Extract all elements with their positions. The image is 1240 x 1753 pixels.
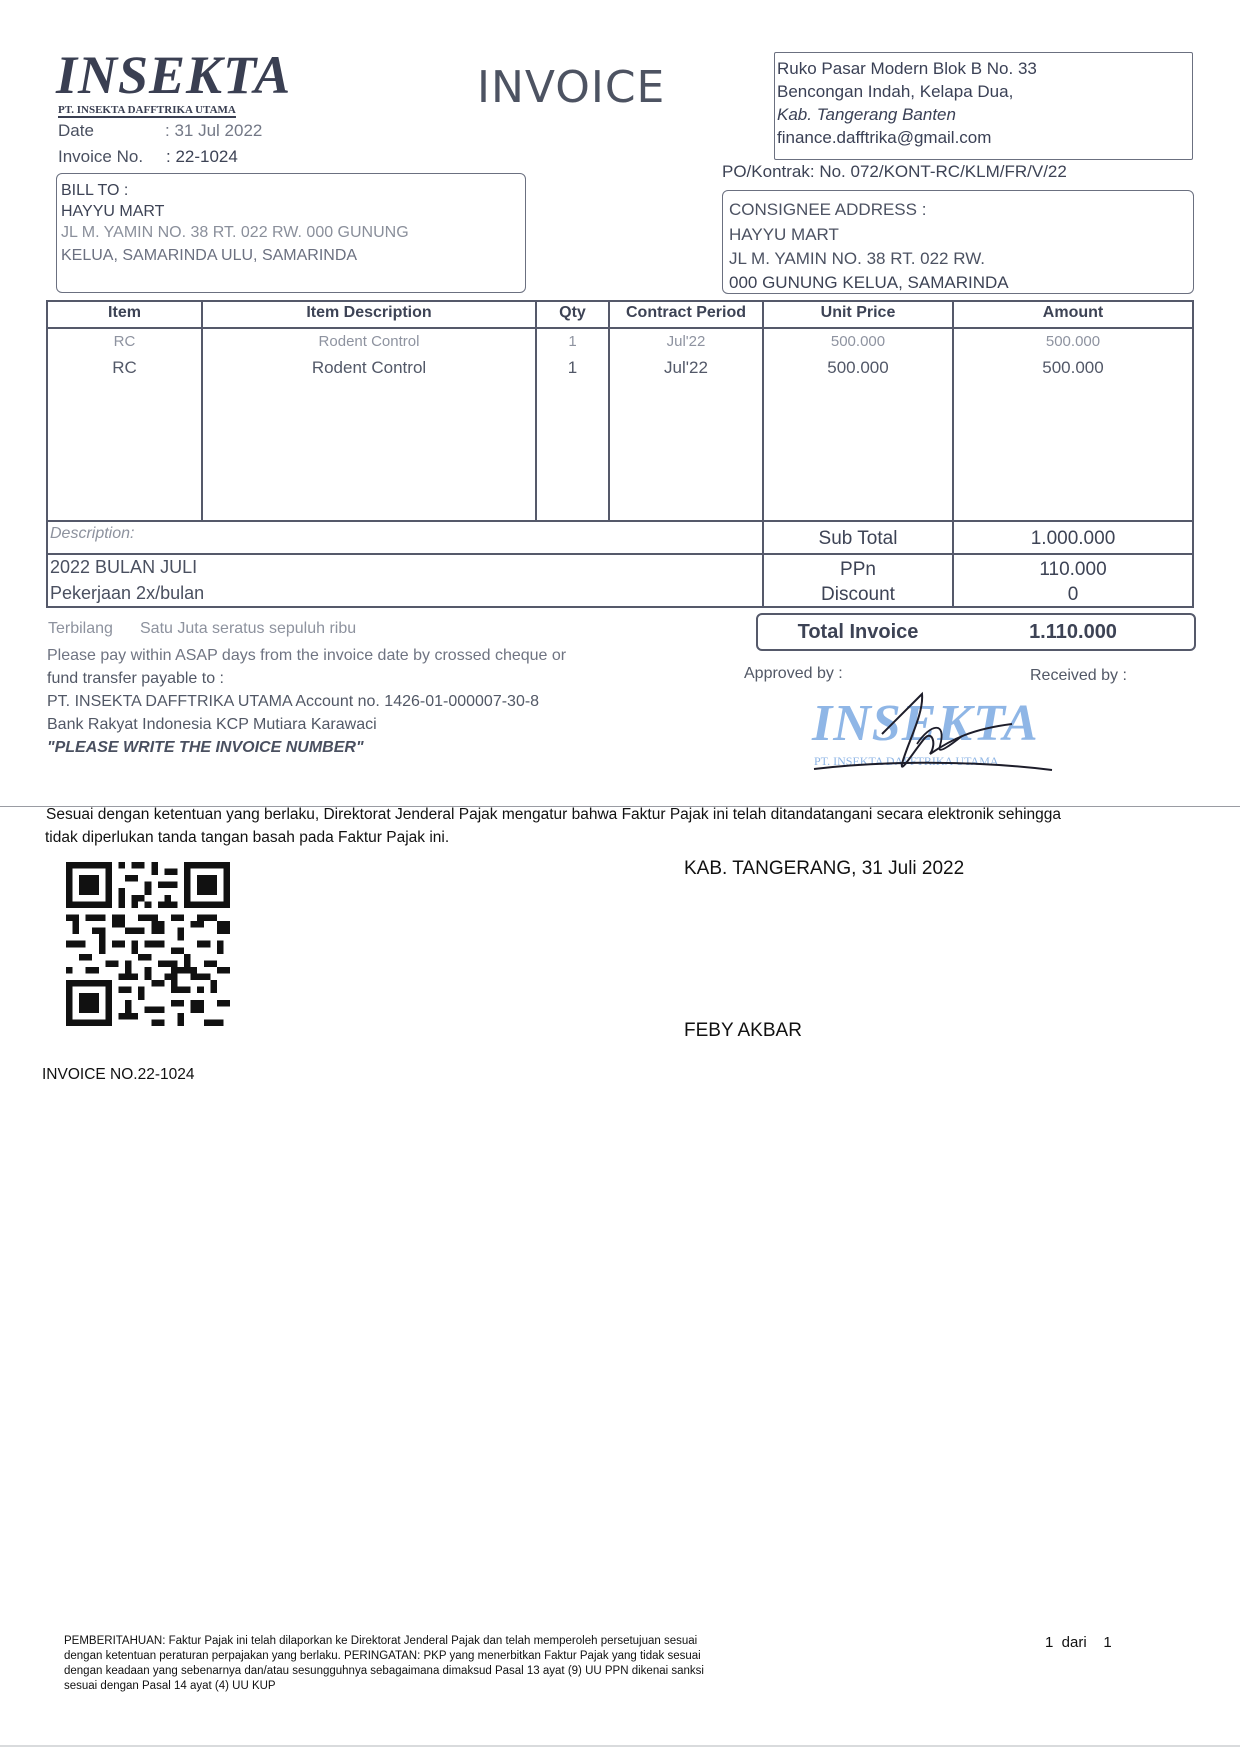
subtotal-value: 1.000.000 xyxy=(1030,528,1116,549)
logo-wordmark: INSEKTA xyxy=(56,45,292,105)
notice-line: PEMBERITAHUAN: Faktur Pajak ini telah dilaporkan ke Direktorat Jenderal Pajak dan telah memperoleh persetujuan sesuai xyxy=(64,1635,698,1647)
stamp-wordmark: INSEKTA xyxy=(812,695,1039,752)
payment-emphasis: "PLEASE WRITE THE INVOICE NUMBER" xyxy=(47,739,364,756)
header-amount: Amount xyxy=(1042,304,1104,321)
date-value: : 31 Jul 2022 xyxy=(165,121,263,140)
header-qty: Qty xyxy=(559,304,586,321)
stamp-subtitle: PT. INSEKTA DAFFTRIKA UTAMA xyxy=(814,754,999,768)
table-cell: Jul'22 xyxy=(664,358,708,377)
consignee-line: HAYYU MART xyxy=(729,225,839,244)
approved-by-label: Approved by : xyxy=(744,665,843,682)
header-contract-period: Contract Period xyxy=(625,304,746,321)
table-cell: Jul'22 xyxy=(666,333,706,350)
payment-note-line: Please pay within ASAP days from the invoice date by crossed cheque or xyxy=(47,647,567,664)
payment-notes xyxy=(47,644,566,759)
terbilang-label: Terbilang xyxy=(48,620,113,637)
invoice-title: INVOICE xyxy=(477,62,666,113)
header-item-description: Item Description xyxy=(306,304,432,321)
discount-label: Discount xyxy=(821,584,895,605)
consignee-line: 000 GUNUNG KELUA, SAMARINDA xyxy=(729,273,1009,292)
signature xyxy=(812,684,1062,784)
po-contract-number: PO/Kontrak: No. 072/KONT-RC/KLM/FR/V/22 xyxy=(722,162,1067,181)
page-indicator: 1 dari 1 xyxy=(1045,1634,1112,1651)
received-by-label: Received by : xyxy=(1030,667,1127,684)
table-cell: 500.000 xyxy=(827,358,889,377)
tax-statement-line: Sesuai dengan ketentuan yang berlaku, Direktorat Jenderal Pajak mengatur bahwa Faktur Pajak ini telah ditandatangani secara elektronik sehingga xyxy=(46,806,1062,823)
consignee-line: JL M. YAMIN NO. 38 RT. 022 RW. xyxy=(729,249,986,268)
payment-note-line: PT. INSEKTA DAFFTRIKA UTAMA Account no. 1426-01-000007-30-8 xyxy=(47,693,540,710)
signer-name: FEBY AKBAR xyxy=(684,1020,802,1041)
place-date: KAB. TANGERANG, 31 Juli 2022 xyxy=(684,858,965,879)
ppn-value: 110.000 xyxy=(1039,559,1107,580)
payment-note-line: Bank Rakyat Indonesia KCP Mutiara Karawaci xyxy=(47,716,377,733)
notice-line: dengan keadaan yang sebenarnya dan/atau sesungguhnya sebagaimana dimaksud Pasal 13 ayat (9) UU PPN dikenai sanksi xyxy=(64,1665,704,1677)
payment-note-line: fund transfer payable to : xyxy=(47,670,224,687)
terbilang-value: Satu Juta seratus sepuluh ribu xyxy=(140,620,357,637)
invoice-number-label: Invoice No. xyxy=(58,147,144,166)
date-label: Date xyxy=(58,121,94,140)
address-line: Kab. Tangerang Banten xyxy=(777,105,956,124)
notice-line: sesuai dengan Pasal 14 ayat (4) UU KUP xyxy=(64,1680,276,1692)
table-cell: 500.000 xyxy=(1042,358,1104,377)
notice-line: dengan ketentuan peraturan perpajakan yang berlaku. PERINGATAN: PKP yang menerbitkan Faktur Pajak yang tidak sesuai xyxy=(64,1650,701,1662)
description-label: Description: xyxy=(50,525,135,542)
bill-to-heading: BILL TO : xyxy=(61,182,129,199)
total-invoice-label: Total Invoice xyxy=(797,621,919,643)
bill-to-line: HAYYU MART xyxy=(61,203,165,220)
subtotal-label: Sub Total xyxy=(818,528,898,549)
total-invoice-value: 1.110.000 xyxy=(1029,621,1117,643)
tax-statement-line: tidak diperlukan tanda tangan basah pada Faktur Pajak ini. xyxy=(45,829,450,846)
scan-bottom-edge xyxy=(0,1745,1240,1747)
description-line: Pekerjaan 2x/bulan xyxy=(50,583,205,603)
table-cell: 1 xyxy=(568,333,577,350)
table-cell: Rodent Control xyxy=(318,333,420,350)
bill-to-line: JL M. YAMIN NO. 38 RT. 022 RW. 000 GUNUNG xyxy=(61,224,409,241)
table-cell: Rodent Control xyxy=(311,358,427,377)
invoice-reference: INVOICE NO.22-1024 xyxy=(42,1066,195,1083)
company-stamp xyxy=(812,694,1062,784)
qr-code xyxy=(66,862,230,1026)
discount-value: 0 xyxy=(1067,584,1079,605)
tax-notice xyxy=(64,1634,704,1694)
logo-subtitle: PT. INSEKTA DAFFTRIKA UTAMA xyxy=(58,104,236,116)
address-line: Bencongan Indah, Kelapa Dua, xyxy=(777,82,1014,101)
table-cell: 500.000 xyxy=(1045,333,1101,350)
address-line: Ruko Pasar Modern Blok B No. 33 xyxy=(777,59,1037,78)
bill-to-line: KELUA, SAMARINDA ULU, SAMARINDA xyxy=(61,247,358,264)
table-cell: RC xyxy=(113,333,136,350)
consignee-heading: CONSIGNEE ADDRESS : xyxy=(729,200,927,219)
header-unit-price: Unit Price xyxy=(820,304,896,321)
table-cell: 1 xyxy=(567,358,578,377)
description-line: 2022 BULAN JULI xyxy=(50,557,198,577)
header-item: Item xyxy=(108,304,141,321)
company-email: finance.dafftrika@gmail.com xyxy=(777,128,992,147)
ppn-label: PPn xyxy=(840,559,876,580)
invoice-number-value: : 22-1024 xyxy=(166,147,238,166)
table-cell: 500.000 xyxy=(830,333,886,350)
table-cell: RC xyxy=(112,358,137,377)
